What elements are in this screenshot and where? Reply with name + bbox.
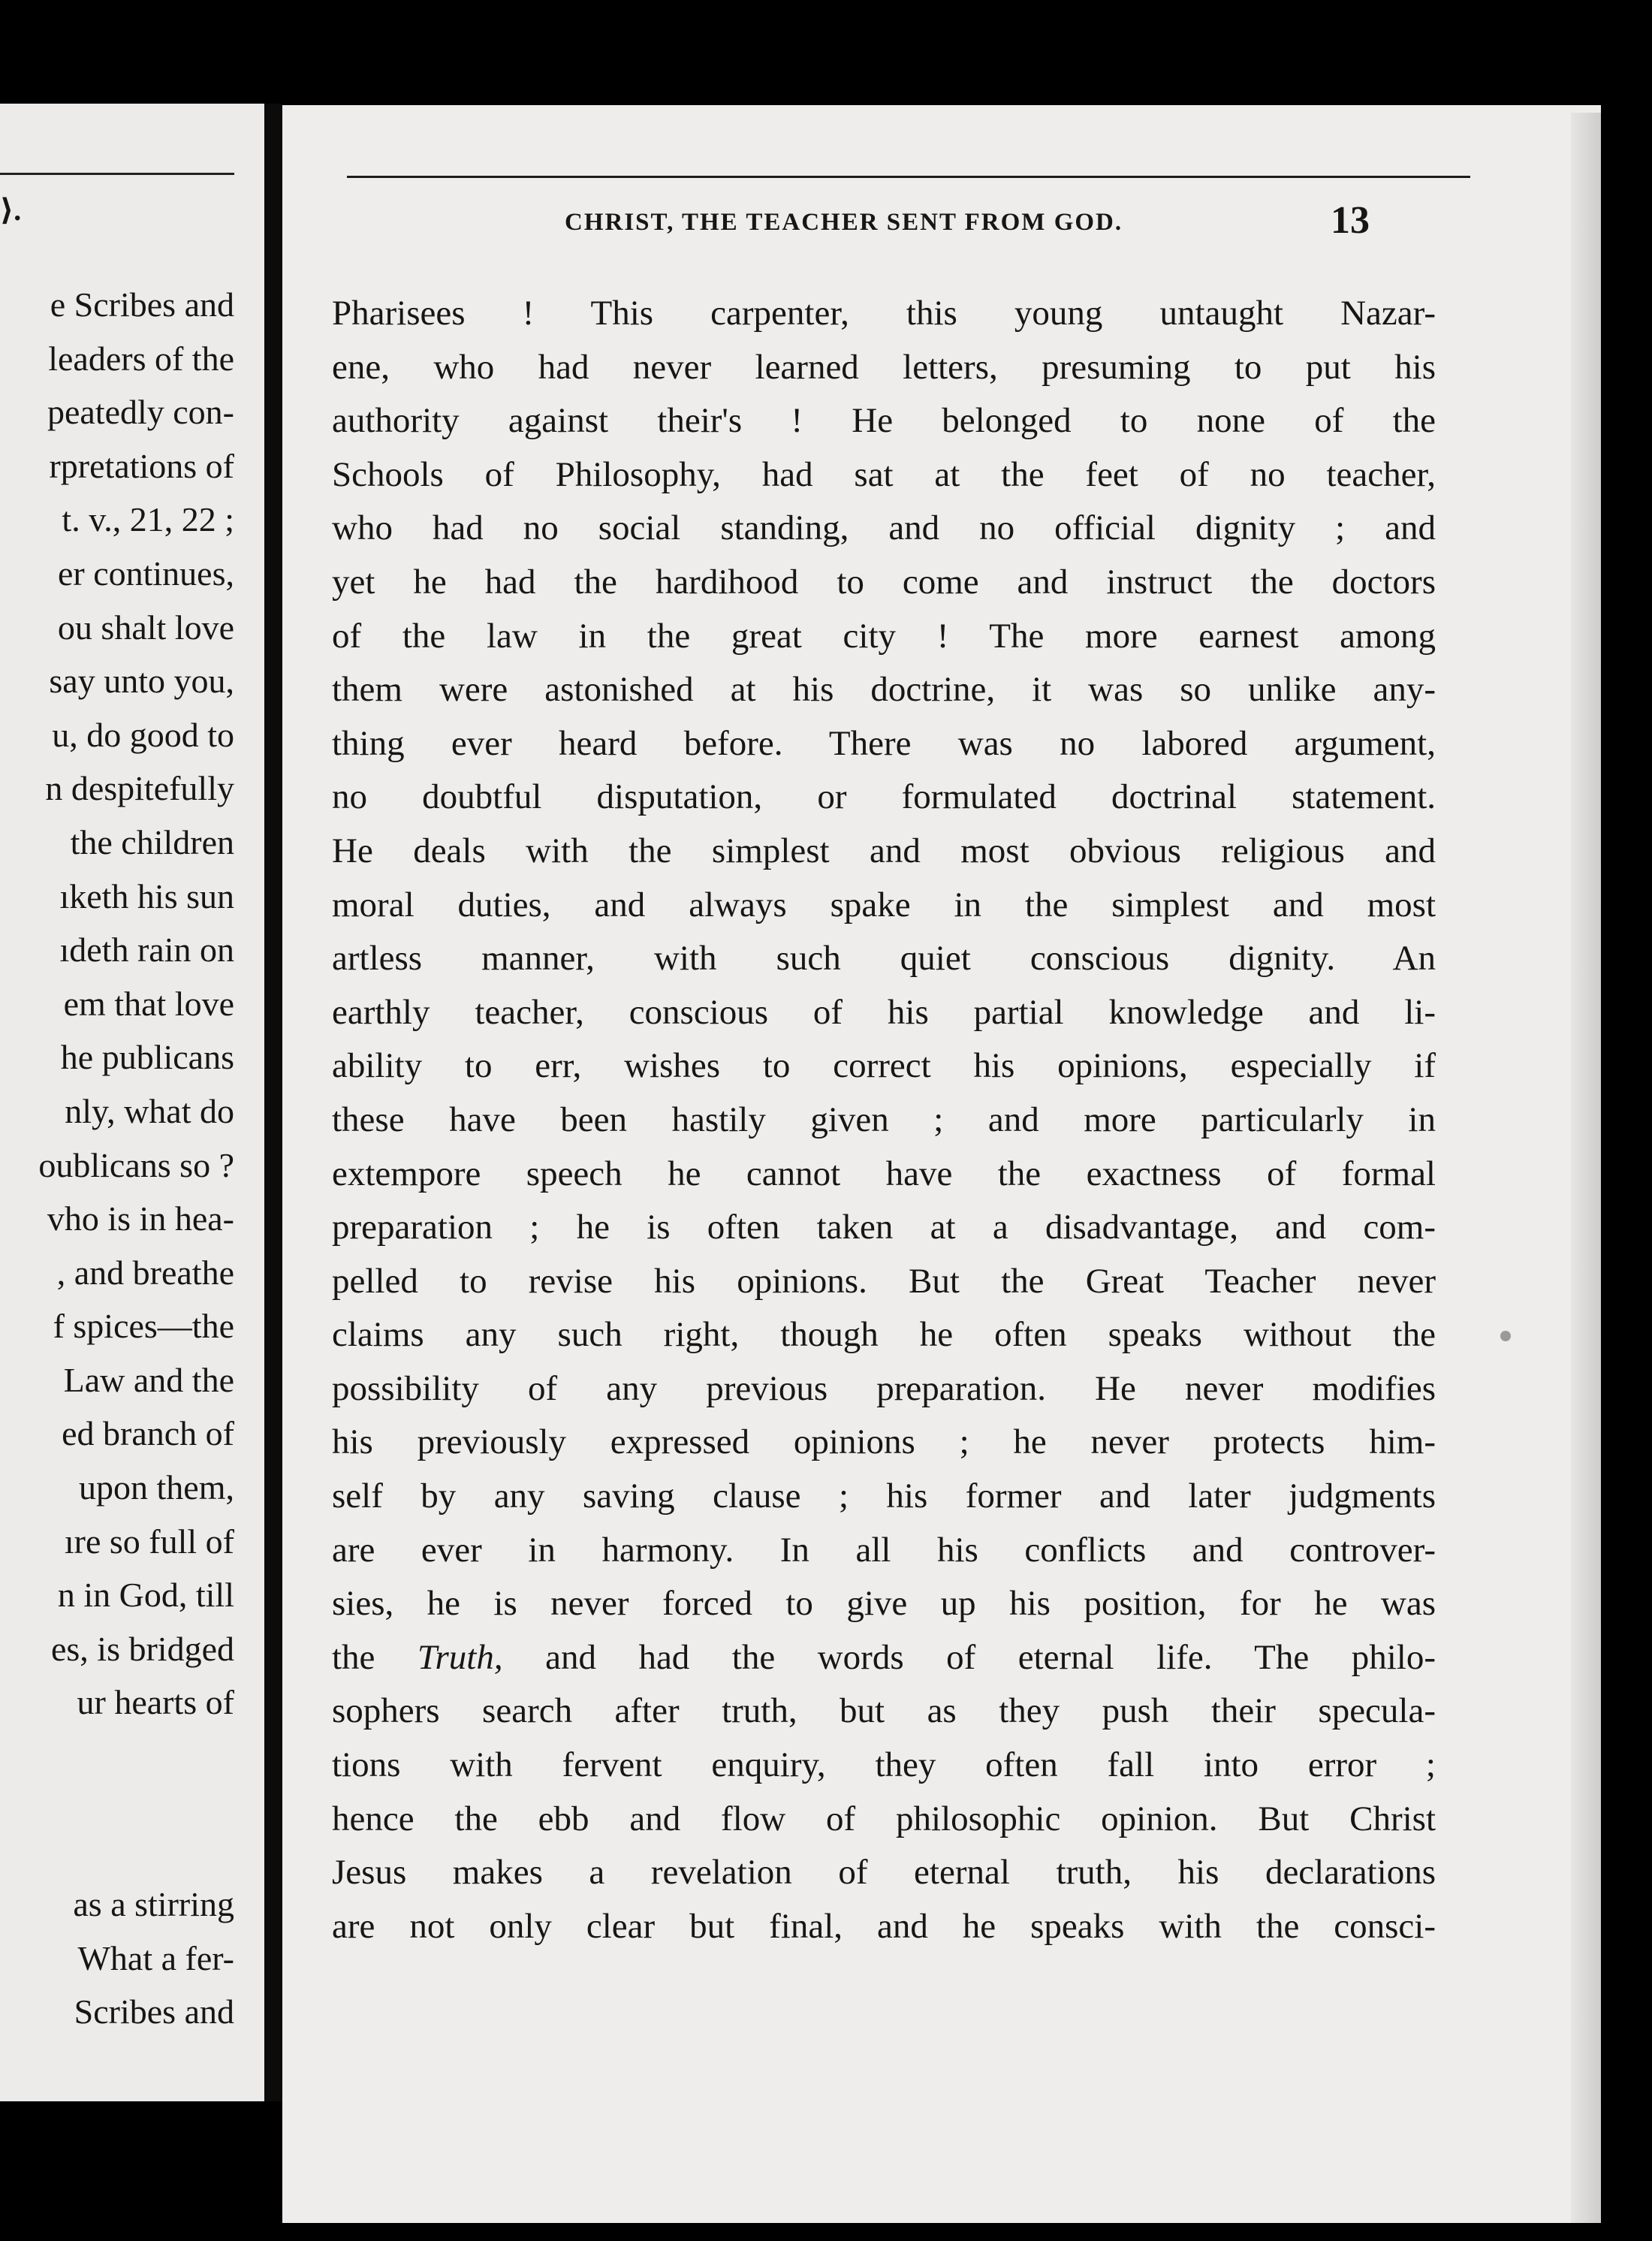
body-text-line: thing ever heard before. There was no labored argument, xyxy=(332,723,1436,763)
left-page-fragment xyxy=(0,104,264,2101)
left-text-line: t. v., 21, 22 ; xyxy=(62,500,234,539)
line-text-segment: and had the words of eternal life. The philo- xyxy=(502,1637,1436,1677)
left-text-line: n despitefully xyxy=(45,769,234,808)
body-text-line xyxy=(332,1631,1436,1685)
left-text-line: Scribes and xyxy=(74,1992,234,2031)
right-page xyxy=(282,105,1601,2223)
left-text-line: u, do good to xyxy=(52,715,234,754)
body-text-line: ability to err, wishes to correct his opinions, especially if xyxy=(332,1046,1436,1086)
body-text-line: tions with fervent enquiry, they often fall into error ; xyxy=(332,1745,1436,1785)
left-text-line: er continues, xyxy=(57,553,234,593)
body-text-line: self by any saving clause ; his former and later judgments xyxy=(332,1476,1436,1516)
body-text-line: pelled to revise his opinions. But the Great Teacher never xyxy=(332,1261,1436,1301)
body-text-line: artless manner, with such quiet conscious dignity. An xyxy=(332,939,1436,979)
left-text-line: ıre so full of xyxy=(64,1522,234,1561)
left-text-line: rpretations of xyxy=(49,446,234,485)
body-text-line: claims any such right, though he often speaks without the xyxy=(332,1315,1436,1355)
left-text-line: oublicans so ? xyxy=(38,1145,234,1184)
left-text-line: upon them, xyxy=(79,1468,234,1507)
body-text-line: preparation ; he is often taken at a disadvantage, and com- xyxy=(332,1208,1436,1247)
paper-speck xyxy=(1500,1331,1511,1341)
page-edge-shadow xyxy=(1571,113,1601,2223)
body-text-line: who had no social standing, and no official dignity ; and xyxy=(332,508,1436,548)
left-text-line: f spices—the xyxy=(53,1307,234,1346)
body-text-line: are ever in harmony. In all his conflicts and controver- xyxy=(332,1530,1436,1570)
body-text-line: sies, he is never forced to give up his position, for he was xyxy=(332,1584,1436,1624)
left-running-head-fragment: ⟩. xyxy=(0,193,22,227)
body-text-line: ene, who had never learned letters, presuming to put his xyxy=(332,347,1436,387)
body-text-line: He deals with the simplest and most obvious religious and xyxy=(332,831,1436,870)
body-text-line: of the law in the great city ! The more earnest among xyxy=(332,616,1436,656)
left-text-line: leaders of the xyxy=(48,339,234,378)
body-text-line: hence the ebb and flow of philosophic opinion. But Christ xyxy=(332,1799,1436,1838)
body-text-line: his previously expressed opinions ; he never protects him- xyxy=(332,1422,1436,1462)
body-text-line: Schools of Philosophy, had sat at the feet of no teacher, xyxy=(332,454,1436,494)
left-text-line: ou shalt love xyxy=(57,608,234,647)
page-number: 13 xyxy=(1331,199,1370,242)
left-text-line: What a fer- xyxy=(77,1938,234,1977)
left-text-block-bottom xyxy=(0,1878,234,2039)
italic-word: Truth, xyxy=(417,1637,503,1677)
body-text-line: possibility of any previous preparation. He never modifies xyxy=(332,1368,1436,1408)
left-text-line: he publicans xyxy=(60,1038,234,1077)
left-text-line: em that love xyxy=(63,984,234,1023)
left-header-rule xyxy=(0,173,234,175)
line-text-segment: the xyxy=(332,1637,418,1677)
left-text-line: the children xyxy=(70,822,234,861)
page-gutter xyxy=(264,104,282,2101)
body-text-line: extempore speech he cannot have the exactness of formal xyxy=(332,1154,1436,1193)
body-text-line: no doubtful disputation, or formulated doctrinal statement. xyxy=(332,777,1436,817)
body-text-line: earthly teacher, conscious of his partial knowledge and li- xyxy=(332,992,1436,1032)
body-text-line: Pharisees ! This carpenter, this young untaught Nazar- xyxy=(332,294,1436,333)
left-text-block-top xyxy=(0,278,234,1730)
left-text-line: ıdeth rain on xyxy=(59,930,234,970)
left-text-line: e Scribes and xyxy=(50,285,234,324)
left-text-line: es, is bridged xyxy=(50,1629,234,1668)
body-text xyxy=(332,287,1436,1953)
left-text-line: nly, what do xyxy=(65,1091,234,1130)
body-text-line: them were astonished at his doctrine, it was so unlike any- xyxy=(332,670,1436,710)
header-rule xyxy=(347,176,1470,178)
body-text-line: Jesus makes a revelation of eternal truth, his declarations xyxy=(332,1853,1436,1893)
body-text-line: are not only clear but final, and he speaks with the consci- xyxy=(332,1906,1436,1946)
body-text-line: yet he had the hardihood to come and instruct the doctors xyxy=(332,562,1436,602)
left-text-line: ıketh his sun xyxy=(59,876,234,915)
left-text-line: ur hearts of xyxy=(77,1683,234,1722)
left-text-line: peatedly con- xyxy=(47,393,234,432)
left-text-line: ed branch of xyxy=(62,1414,234,1453)
body-text-line: authority against their's ! He belonged to none of the xyxy=(332,401,1436,441)
left-text-line: say unto you, xyxy=(49,662,234,701)
running-head: CHRIST, THE TEACHER SENT FROM GOD. xyxy=(565,209,1123,236)
left-text-line: n in God, till xyxy=(57,1576,234,1615)
left-text-line: Law and the xyxy=(63,1360,234,1399)
left-text-line: vho is in hea- xyxy=(47,1199,234,1238)
body-text-line: moral duties, and always spake in the simplest and most xyxy=(332,885,1436,924)
left-text-line: as a stirring xyxy=(73,1885,234,1923)
body-text-line: sophers search after truth, but as they push their specula- xyxy=(332,1691,1436,1731)
body-text-line: these have been hastily given ; and more particularly in xyxy=(332,1099,1436,1139)
left-text-line: , and breathe xyxy=(56,1253,234,1292)
